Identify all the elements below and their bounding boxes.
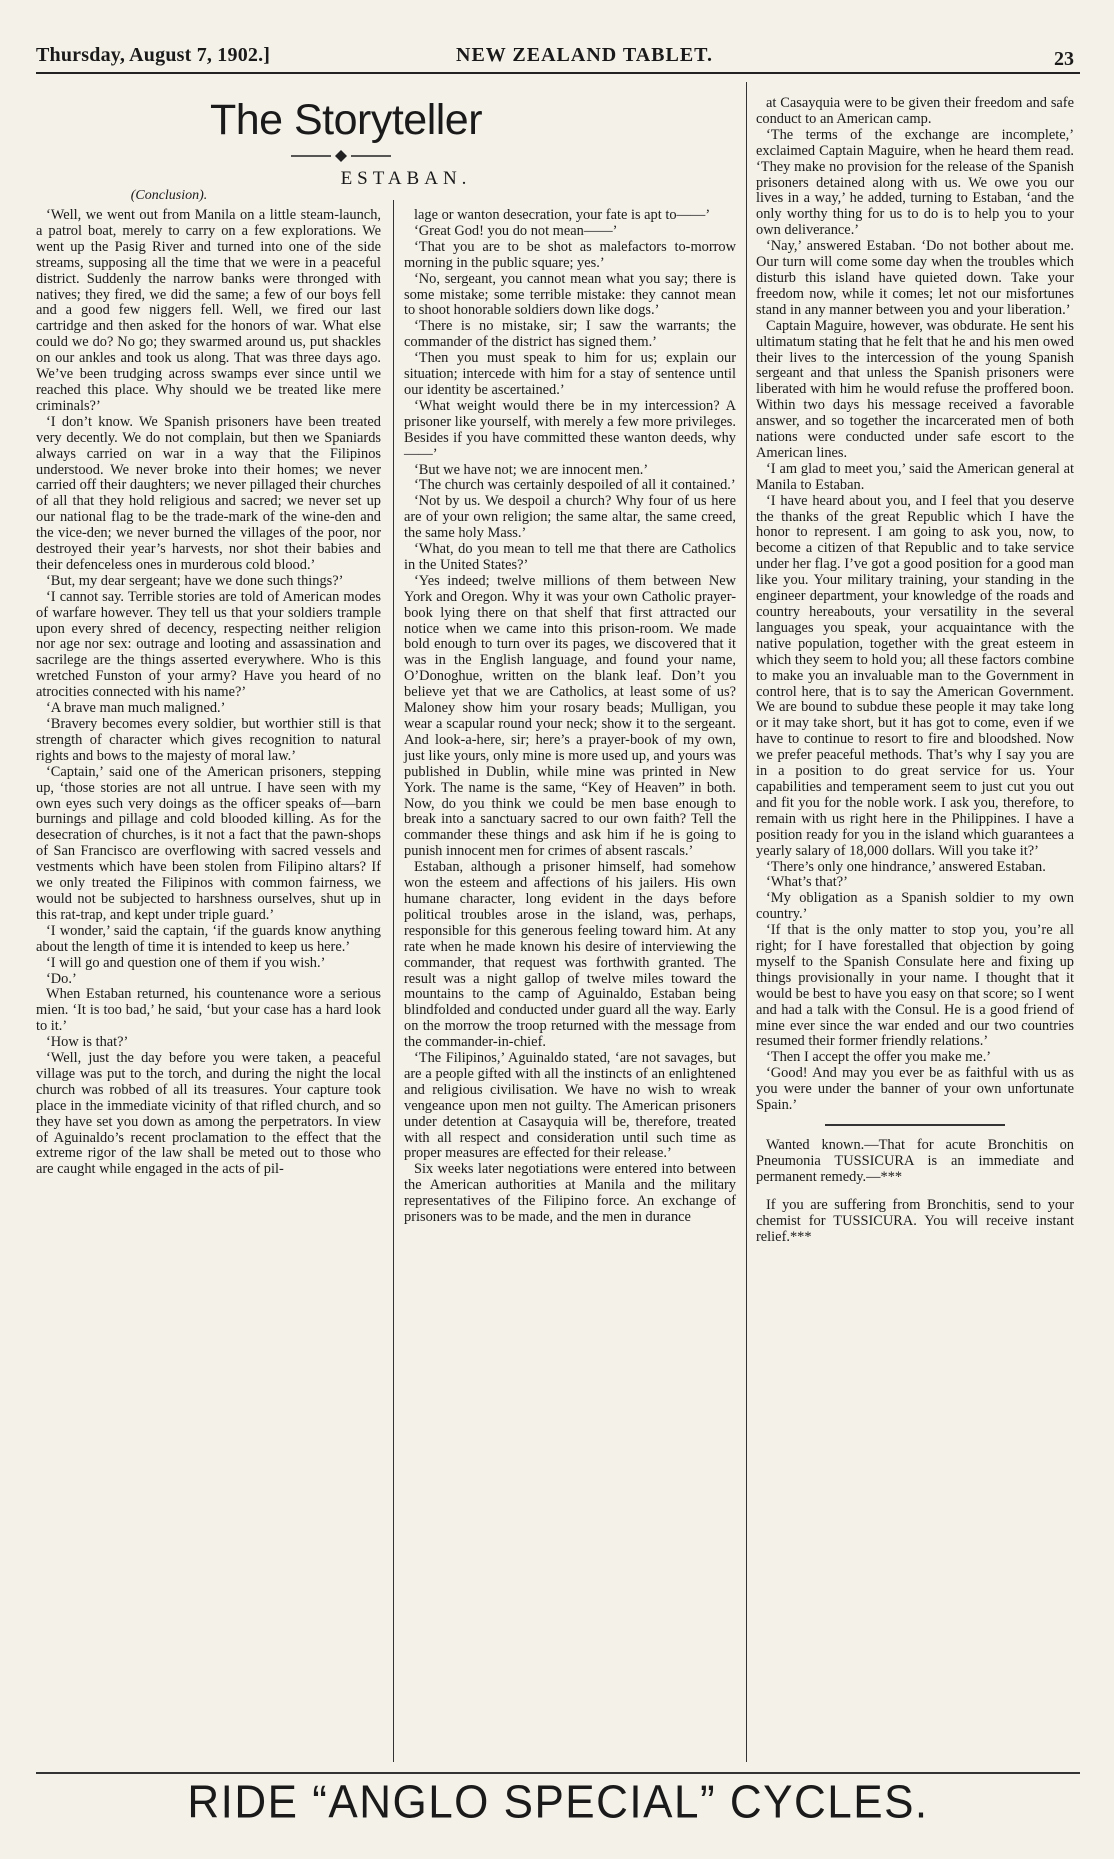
- paragraph: ‘I have heard about you, and I feel that you deserve the thanks of the great Republic which I have the honor to represent. I am going to ask you, now, to become a citizen of that Republic and to take service under her flag. I’ve got a good position for a good man like you. Your military training, your standing in the engineer department, your knowledge of the roads and country hereabouts, your versatility in the several languages you speak, your acquaintance with the native population, together with the great esteem in which they seem to hold you; all these factors combine to make you an invaluable man to the Government in control here, that is to say the American Government. We are bound to subdue these people it may take long or it may take short, but it has got to come, even if we have to continue to resort to fire and bloodshed. Now we prefer peaceful methods. That’s why I say you are in a position to do great service for us. Your capabilities and temperament seem to just cut you out and fit you for the noble work. I ask you, therefore, to remain with us right here in the Philippines. I have a position ready for you in the island which guarantees a yearly salary of 18,000 dollars. Will you take it?’: [756, 492, 1074, 859]
- paragraph: lage or wanton desecration, your fate is apt to——’: [414, 207, 711, 223]
- paragraph: ‘Well, we went out from Manila on a little steam-launch, a patrol boat, merely to carry on a few explorations. We went up the Pasig River and turned into one of the side streams, supposing all the time that we were in a peaceful district. Suddenly the narrow banks were thronged with natives; they fired, we did the same; a few of our boys fell and a good few niggers fell. Well, we fired our last cartridge and then asked for the honors of war. What else could we do? No go; they swarmed around us, put shackles on our ankles and took us along. That was three days ago. We’ve been trudging across swamps ever since until we reached this place. Why should we be treated like mere criminals?’: [36, 207, 381, 414]
- column-separator: [393, 200, 394, 1762]
- paragraph: ‘What, do you mean to tell me that there are Catholics in the United States?’: [404, 541, 736, 573]
- paragraph: ‘Then I accept the offer you make me.’: [766, 1049, 992, 1066]
- conclusion-note: (Conclusion).: [130, 188, 208, 203]
- paragraph: ‘But, my dear sergeant; have we done such things?’: [46, 572, 344, 589]
- paragraph: ‘Then you must speak to him for us; explain our situation; intercede with him for a stay of sentence until our identity be ascertained.’: [404, 350, 736, 398]
- paragraph: ‘The church was certainly despoiled of all it contained.’: [414, 477, 736, 494]
- paragraph: When Estaban returned, his countenance wore a serious mien. ‘It is too bad,’ he said, ‘but your case has a hard look to it.’: [36, 986, 381, 1035]
- paragraph: ‘No, sergeant, you cannot mean what you say; there is some mistake; some terrible mistake: they cannot mean to shoot honorable soldiers down like dogs.’: [404, 270, 736, 319]
- paragraph: ‘I don’t know. We Spanish prisoners have been treated very decently. We do not complain, but then we Spaniards always carried on war in a way that the Filipinos understood. We never broke into their homes; we never carried off their daughters; we never pillaged their churches of all that they hold religious and sacred; we never set up our national flag to be the trade-mark of the wine-den and the vice-den; we never burned the villages of the poor, nor destroyed their year’s harvests, nor shot their babies and their defenceless ones in murderous cold blood.’: [36, 413, 381, 573]
- issue-date: Thursday, August 7, 1902.]: [36, 44, 271, 66]
- section-title: The Storyteller: [209, 96, 483, 144]
- title-ornament-icon: [291, 150, 391, 162]
- paragraph: ‘Yes indeed; twelve millions of them between New York and Oregon. Why it was your own Catholic prayer-book lying there on that shelf that first attracted our notice when we came into this prison-room. We made bold enough to turn over its pages, we discovered that it was in the English language, and found your name, O’Donoghue, written on the blank leaf. Don’t you believe yet that we are Catholics, at least some of us? Maloney show him your rosary beads; Mulligan, you wear a scapular round your neck; show it to the sergeant. And look-a-here, sir; here’s a prayer-book of my own, just like yours, only mine is more used up, and yours was published in Dublin, while mine was printed in New York. The name is the same, “Key of Heaven” in both. Now, do you think we could be men base enough to break into a sanctuary sacred to our own faith? Tell the commander these things and ask him if he is going to punish innocent men for crimes of absent rascals.’: [404, 572, 736, 860]
- paragraph: ‘Not by us. We despoil a church? Why four of us here are of your own religion; the same altar, the same creed, the same holy Mass.’: [404, 493, 736, 542]
- paragraph: Six weeks later negotiations were entered into between the American authorities at Manila and the military representatives of the Filipino force. An exchange of prisoners was to be made, and the men in durance: [404, 1161, 736, 1226]
- story-title: ESTABAN.: [340, 168, 472, 189]
- header-rule: [36, 72, 1080, 74]
- paragraph: ‘How is that?’: [46, 1034, 129, 1051]
- paragraph: ‘My obligation as a Spanish soldier to my own country.’: [756, 890, 1074, 923]
- paragraph: ‘I wonder,’ said the captain, ‘if the guards know anything about the length of time it is intended to keep us here.’: [36, 922, 381, 955]
- paragraph: ‘That you are to be shot as malefactors to-morrow morning in the public square; yes.’: [404, 238, 736, 271]
- publication-name: NEW ZEALAND TABLET.: [456, 44, 714, 66]
- paragraph: at Casayquia were to be given their freedom and safe conduct to an American camp.: [756, 95, 1074, 127]
- footer-rule: [36, 1772, 1080, 1774]
- paragraph: ‘The Filipinos,’ Aguinaldo stated, ‘are not savages, but are a people gifted with all the instincts of an enlightened and religious civilisation. We have no wish to wreak vengeance upon men not guilty. The American prisoners under detention at Casayquia will be, therefore, treated with all respect and consideration until such time as proper measures are effected for their release.’: [404, 1050, 736, 1162]
- paragraph: ‘What’s that?’: [766, 874, 848, 891]
- title-block: [36, 84, 746, 203]
- paragraph: ‘Good! And may you ever be as faithful with us as you were under the banner of your own unfortunate Spain.’: [756, 1065, 1074, 1114]
- footer-advert: RIDE “ANGLO SPECIAL” CYCLES.: [187, 1776, 929, 1829]
- article-column-3: [756, 96, 1074, 1257]
- paragraph: ‘What weight would there be in my intercession? A prisoner like yourself, with merely a few more privileges. Besides if you have committed these wanton deeds, why——’: [404, 397, 736, 462]
- paragraph: Estaban, although a prisoner himself, had somehow won the esteem and affections of his jailers. His own humane character, long evident in the days before political troubles arose in the island, was, perhaps, responsible for this generous feeling toward him. At any rate when he made known his desire of interviewing the commander, that request was forthwith granted. The result was a night gallop of twelve miles toward the mountains to the camp of Aguinaldo, Estaban being blindfolded and conducted under guard all the way. Early on the morrow the troop returned with the message from the commander-in-chief.: [404, 859, 736, 1051]
- notice-text: If you are suffering from Bronchitis, send to your chemist for TUSSICURA. You will receive instant relief.***: [756, 1196, 1074, 1245]
- page-number: 23: [1054, 48, 1074, 70]
- paragraph: ‘But we have not; we are innocent men.’: [414, 461, 649, 478]
- paragraph: ‘A brave man much maligned.’: [46, 700, 226, 717]
- paragraph: ‘I will go and question one of them if you wish.’: [46, 954, 326, 971]
- paragraph: ‘The terms of the exchange are incomplete,’ exclaimed Captain Maguire, when he heard them read. ‘They make no provision for the release of the Spanish prisoners detained along with us. We owe you our lives in a way,’ he added, turning to Estaban, ‘and the only worthy thing for us to do is to help you to your own deliverance.’: [756, 126, 1074, 239]
- paragraph: ‘Captain,’ said one of the American prisoners, stepping up, ‘those stories are not all untrue. I have seen with my own eyes such very doings as the officer speaks of—barn burnings and pillage and cold blooded killing. As for the desecration of churches, is it not a fact that the pawn-shops of San Francisco are overflowing with sacred vessels and vestments which have been stolen from Filipino altars? If we only treated the Filipinos with common fairness, we would not be subjected to harshness ourselves, shut up in this rat-trap, and kept under triple guard.’: [36, 763, 381, 923]
- paragraph: ‘I am glad to meet you,’ said the American general at Manila to Estaban.: [756, 460, 1074, 493]
- paragraph: Captain Maguire, however, was obdurate. He sent his ultimatum stating that he felt that he and his men owed their lives to the intercession of the young Spanish sergeant and that unless the Spanish prisoners were liberated with him he would refuse the proffered boon. Within two days his message received a favorable answer, and so together the incarcerated men of both nations were conducted under safe escort to the American lines.: [756, 317, 1074, 461]
- article-column-1: [36, 208, 381, 1178]
- paragraph: ‘Great God! you do not mean——’: [414, 222, 618, 239]
- paragraph: ‘Do.’: [46, 970, 77, 987]
- page-header: [36, 44, 1080, 84]
- paragraph: ‘Bravery becomes every soldier, but worthier still is that strength of character which gives recognition to natural rights and bows to the majesty of moral law.’: [36, 716, 381, 764]
- paragraph: ‘There is no mistake, sir; I saw the warrants; the commander of the district has signed them.’: [404, 318, 736, 351]
- newspaper-page: [36, 0, 1080, 1859]
- notices: [756, 1138, 1074, 1245]
- article-column-2: [404, 208, 736, 1226]
- paragraph: ‘I cannot say. Terrible stories are told of American modes of warfare however. They tell us that your soldiers trample upon every shred of decency, respecting neither religion nor age nor sex: outrage and looting and assassination and sacrilege are the things asserted everywhere. Who is this wretched Funston of your army? Have you heard of no atrocities connected with his name?’: [36, 588, 381, 701]
- paragraph: ‘If that is the only matter to stop you, you’re all right; for I have forestalled that objection by going myself to the Spanish Consulate here and fixing up things provisionally in your name. I thought that it would be best to have you easy on that score; so I went and had a talk with the Consul. He is a good friend of mine ever since the war ended and our two countries resumed their former friendly relations.’: [756, 922, 1074, 1050]
- article-column-3-body: [756, 96, 1074, 1114]
- column-separator: [746, 82, 747, 1762]
- paragraph: ‘Well, just the day before you were taken, a peaceful village was put to the torch, and during the night the local church was robbed of all its treasures. Your capture took place in the immediate vicinity of that rifled church, and so they have set you down as among the perpetrators. In view of Aguinaldo’s recent proclamation to the effect that the extreme rigor of the law shall be meted out to those who are caught while engaged in the acts of pil-: [36, 1050, 381, 1178]
- notice-text: Wanted known.—That for acute Bronchitis on Pneumonia TUSSICURA is an immediate and permanent remedy.—***: [756, 1137, 1074, 1185]
- paragraph: ‘There’s only one hindrance,’ answered Estaban.: [766, 858, 1046, 875]
- section-divider: [825, 1124, 1005, 1126]
- paragraph: ‘Nay,’ answered Estaban. ‘Do not bother about me. Our turn will come some day when the troubles which disturb this island have quieted down. Take your freedom now, while it comes; let not our misfortunes stand in any manner between you and your liberation.’: [756, 238, 1074, 318]
